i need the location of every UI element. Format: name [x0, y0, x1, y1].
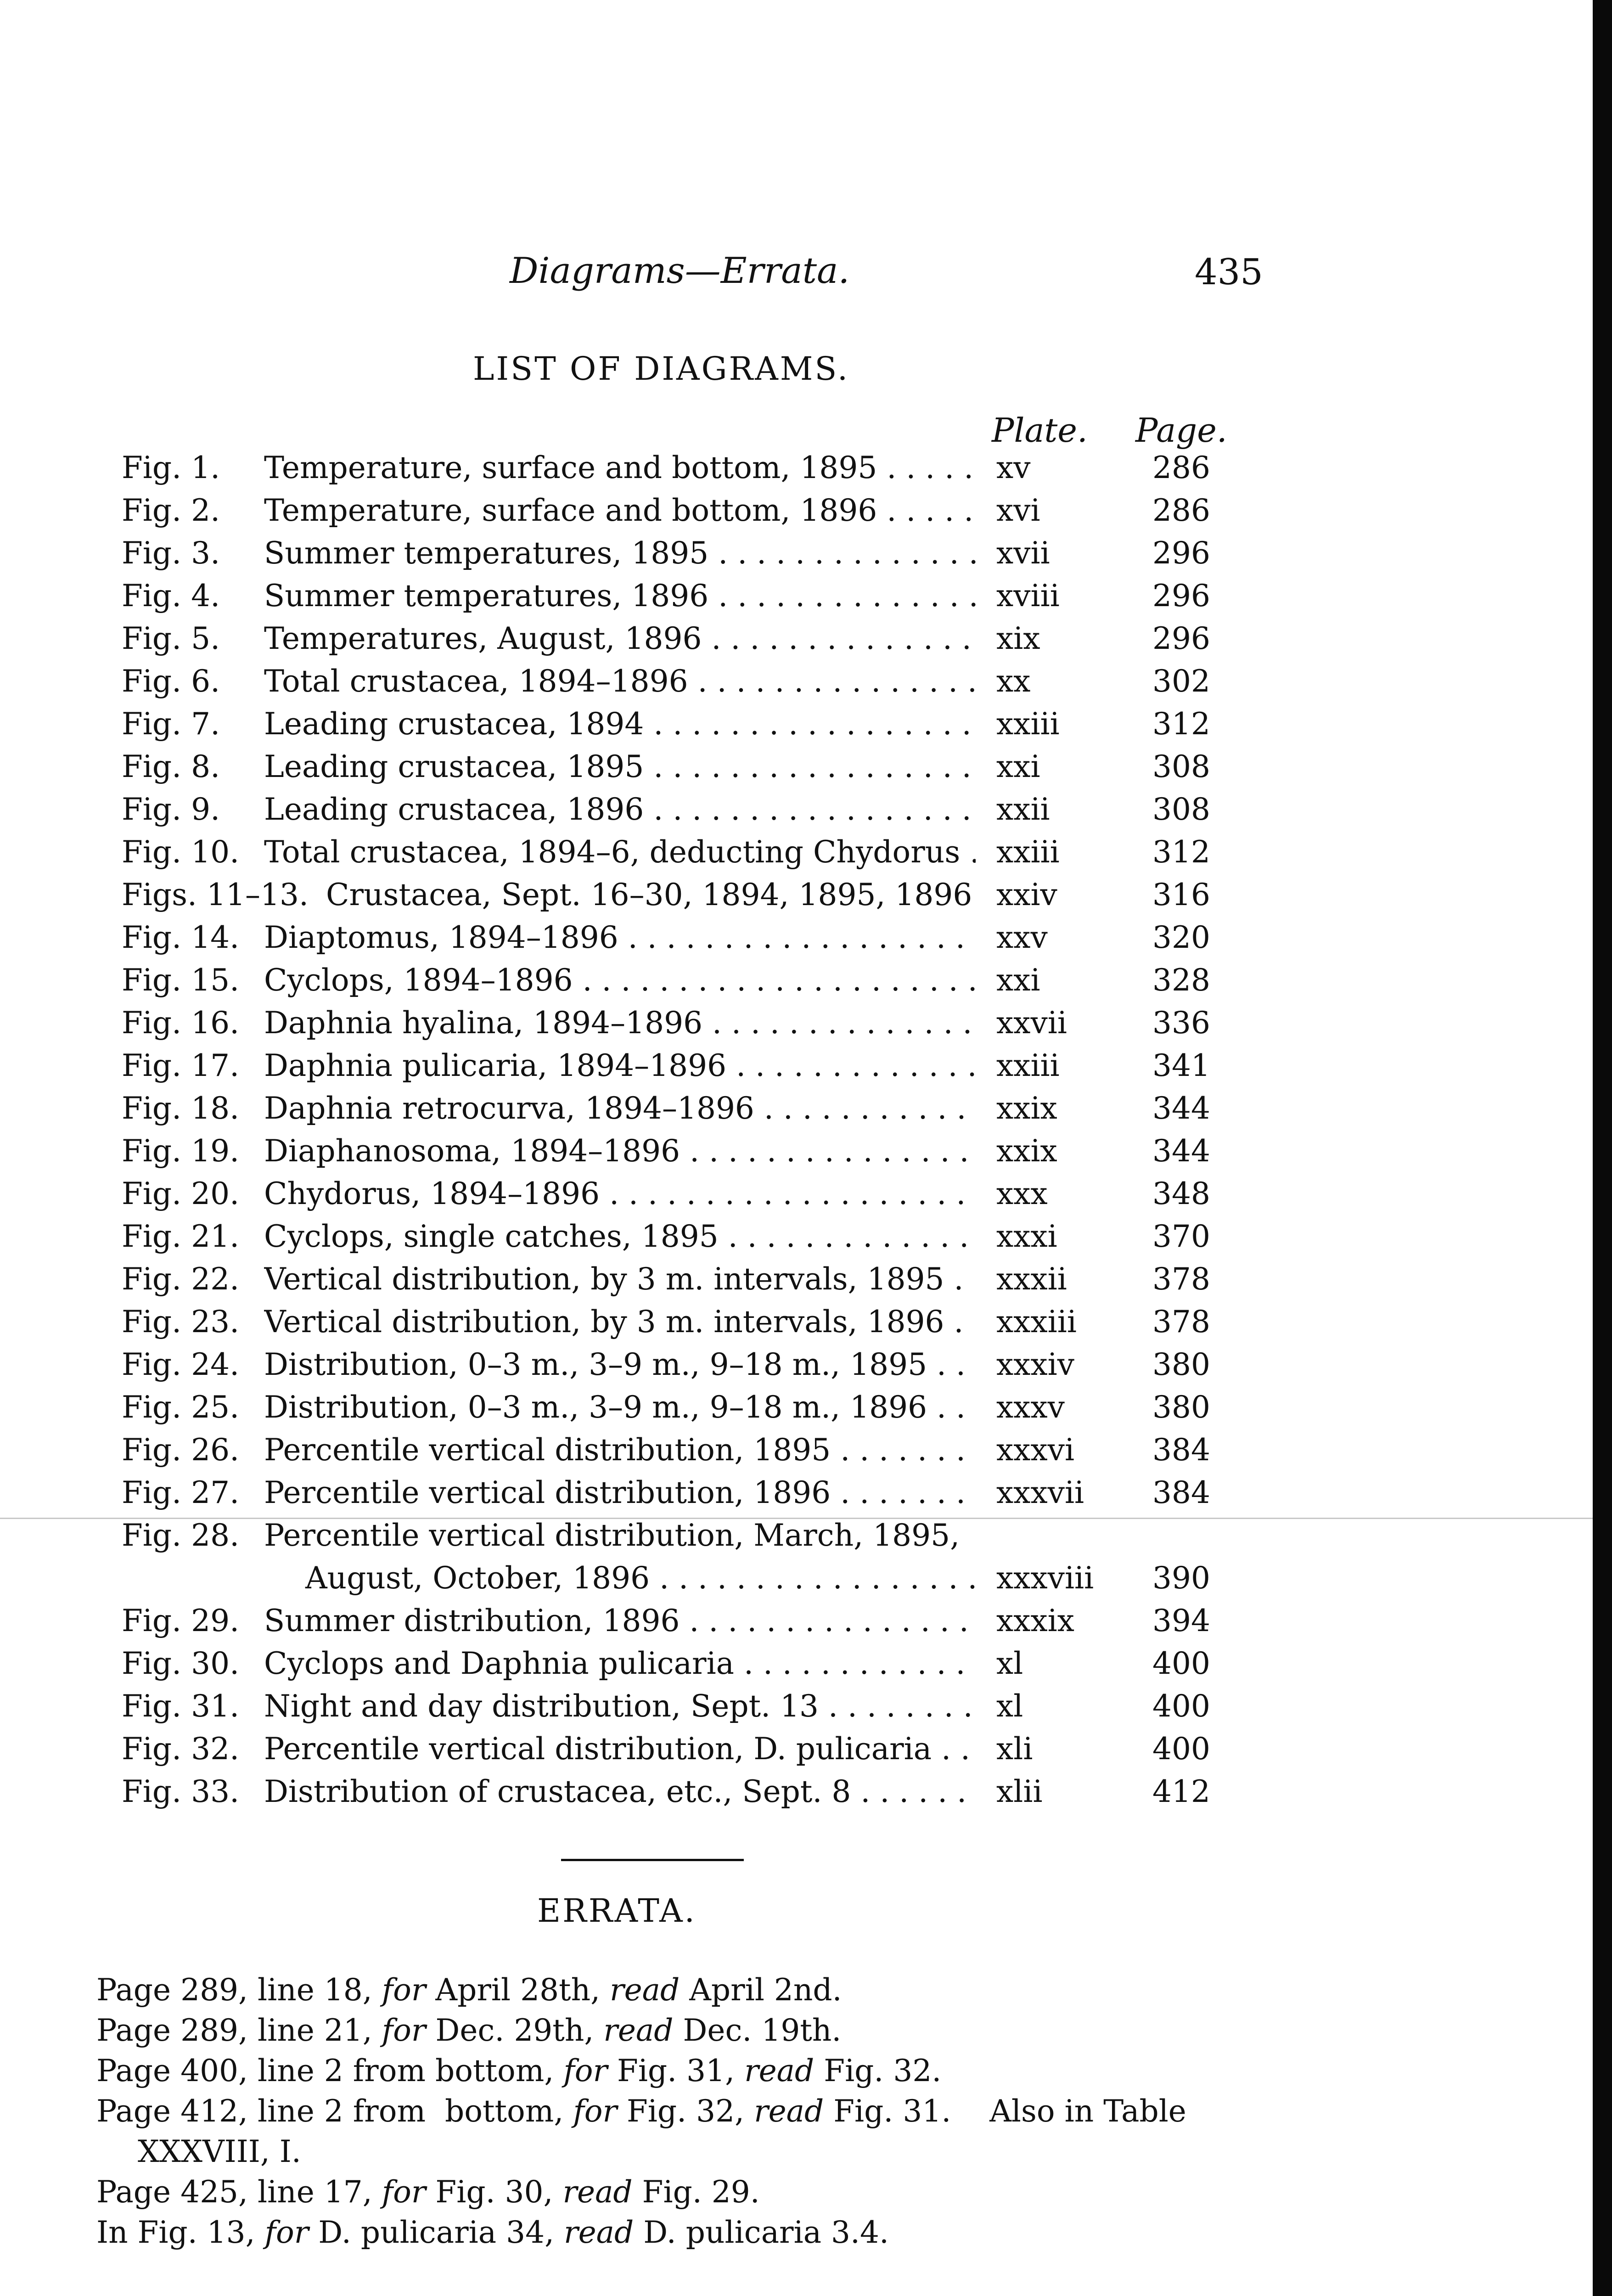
- figure-title-continuation-text: August, October, 1896: [305, 1560, 650, 1596]
- erratum-read: read: [744, 2053, 814, 2088]
- figure-title: [264, 1471, 976, 1514]
- list-of-diagrams-heading: LIST OF DIAGRAMS.: [473, 350, 850, 388]
- diagram-row: [0, 617, 1593, 660]
- diagram-row: [0, 1087, 1593, 1130]
- plate-number: xl: [996, 1646, 1023, 1681]
- diagram-row: [0, 1514, 1593, 1599]
- diagram-row: [0, 1258, 1593, 1300]
- figure-title-text: Percentile vertical distribution, March, 1895,: [264, 1518, 960, 1553]
- figure-title-text: Vertical distribution, by 3 m. intervals, 1896: [264, 1304, 944, 1339]
- page-reference: 308: [1152, 792, 1210, 827]
- figure-title: [264, 1087, 976, 1130]
- page-reference: 336: [1152, 1005, 1210, 1041]
- figure-title-text: Daphnia pulicaria, 1894–1896: [264, 1048, 727, 1083]
- erratum-pre: In Fig. 13,: [96, 2215, 265, 2250]
- figure-title-text: Temperature, surface and bottom, 1896: [264, 493, 877, 528]
- page-reference: 312: [1152, 706, 1210, 742]
- figure-title-text: Distribution, 0–3 m., 3–9 m., 9–18 m., 1895: [264, 1347, 927, 1382]
- figure-title: [264, 1770, 976, 1813]
- figure-title-text: Temperatures, August, 1896: [264, 621, 702, 656]
- erratum-right: Dec. 19th.: [673, 2013, 842, 2048]
- plate-number: xlii: [996, 1774, 1043, 1809]
- plate-number: xxiv: [996, 877, 1057, 912]
- erratum-right: Fig. 32.: [814, 2053, 942, 2088]
- page-reference: 394: [1152, 1603, 1210, 1638]
- diagram-row: [0, 745, 1593, 788]
- plate-number: xxx: [996, 1176, 1048, 1211]
- plate-number: xxiii: [996, 1048, 1060, 1083]
- page-reference: 390: [1152, 1560, 1210, 1596]
- plate-number: xxxviii: [996, 1560, 1094, 1596]
- page-reference: 384: [1152, 1432, 1210, 1468]
- plate-number: xvi: [996, 493, 1040, 528]
- plate-number: xxv: [996, 920, 1048, 955]
- figure-number: Fig. 2.: [122, 493, 220, 528]
- plate-number: xviii: [996, 578, 1060, 613]
- figure-title-text: Chydorus, 1894–1896: [264, 1176, 600, 1211]
- erratum-for: for: [573, 2093, 618, 2129]
- figure-title: [264, 831, 976, 873]
- diagram-list: [0, 446, 1593, 1813]
- figure-title: [264, 788, 976, 831]
- figure-title-text: Cyclops, single catches, 1895: [264, 1219, 719, 1254]
- erratum-entry: [96, 2091, 1244, 2172]
- diagram-row: [0, 574, 1593, 617]
- figure-title: [264, 1514, 976, 1599]
- figure-title-text: Vertical distribution, by 3 m. intervals, 1895: [264, 1261, 944, 1297]
- page-reference: 370: [1152, 1219, 1210, 1254]
- figure-title: [264, 703, 976, 745]
- plate-number: xxix: [996, 1133, 1057, 1169]
- figure-number: Fig. 29.: [122, 1603, 240, 1638]
- erratum-read: read: [754, 2093, 824, 2129]
- erratum-wrong: Fig. 32,: [617, 2093, 754, 2129]
- page-reference: 341: [1152, 1048, 1210, 1083]
- figure-title: [264, 1642, 976, 1685]
- figure-number: Fig. 4.: [122, 578, 220, 613]
- diagram-row: [0, 703, 1593, 745]
- page-reference: 348: [1152, 1176, 1210, 1211]
- figure-number: Fig. 16.: [122, 1005, 240, 1041]
- figure-title: [264, 1258, 976, 1300]
- erratum-entry: [96, 2212, 1244, 2253]
- diagram-row: [0, 873, 1593, 916]
- diagram-row: [0, 1130, 1593, 1172]
- erratum-read: read: [603, 2013, 674, 2048]
- page-column-header: Page.: [1135, 411, 1227, 450]
- figure-number: Fig. 27.: [122, 1475, 240, 1510]
- plate-number: xxxix: [996, 1603, 1074, 1638]
- erratum-right: D. pulicaria 3.4.: [634, 2215, 889, 2250]
- figure-title-text: Percentile vertical distribution, 1896: [264, 1475, 831, 1510]
- figure-title: [264, 532, 976, 574]
- erratum-wrong: April 28th,: [426, 1972, 610, 2008]
- figure-title-text: Distribution, 0–3 m., 3–9 m., 9–18 m., 1896: [264, 1390, 927, 1425]
- figure-title: [264, 1172, 976, 1215]
- figure-number: Fig. 20.: [122, 1176, 240, 1211]
- page-reference: 296: [1152, 535, 1210, 571]
- erratum-pre: Page 289, line 18,: [96, 1972, 382, 2008]
- page-reference: 328: [1152, 962, 1210, 998]
- page-reference: 400: [1152, 1731, 1210, 1767]
- page-reference: 400: [1152, 1646, 1210, 1681]
- diagram-row: [0, 660, 1593, 703]
- figure-number: Fig. 17.: [122, 1048, 240, 1083]
- plate-number: xxiii: [996, 706, 1060, 742]
- figure-number: Fig. 9.: [122, 792, 220, 827]
- figure-number: Fig. 22.: [122, 1261, 240, 1297]
- diagram-row: [0, 1300, 1593, 1343]
- figure-title: [264, 617, 976, 660]
- page-reference: 286: [1152, 450, 1210, 485]
- figure-title: [264, 660, 976, 703]
- figure-number: Fig. 23.: [122, 1304, 240, 1339]
- page-reference: 384: [1152, 1475, 1210, 1510]
- erratum-right: Fig. 31. Also in Table: [824, 2093, 1186, 2129]
- figure-title: [264, 1429, 976, 1471]
- figure-title-continuation: [264, 1557, 976, 1599]
- erratum-pre: Page 400, line 2 from bottom,: [96, 2053, 564, 2088]
- figure-title-text: Summer distribution, 1896: [264, 1603, 680, 1638]
- figure-title-text: Leading crustacea, 1895: [264, 749, 644, 784]
- plate-number: xxii: [996, 792, 1050, 827]
- plate-number: xxxiii: [996, 1304, 1077, 1339]
- figure-title-text: Daphnia retrocurva, 1894–1896: [264, 1091, 754, 1126]
- figure-number: Fig. 19.: [122, 1133, 240, 1169]
- plate-number: xxxv: [996, 1390, 1065, 1425]
- page-number: 435: [1195, 252, 1263, 293]
- figure-number: Fig. 24.: [122, 1347, 240, 1382]
- figure-title: [326, 873, 976, 916]
- page-reference: 316: [1152, 877, 1210, 912]
- plate-number: xix: [996, 621, 1040, 656]
- figure-title: [264, 1343, 976, 1386]
- plate-number: xxxvii: [996, 1475, 1084, 1510]
- figure-title-text: Diaptomus, 1894–1896: [264, 920, 618, 955]
- page-reference: 286: [1152, 493, 1210, 528]
- figure-title-text: Crustacea, Sept. 16–30, 1894, 1895, 1896: [326, 877, 972, 912]
- diagram-row: [0, 1343, 1593, 1386]
- figure-title: [264, 1599, 976, 1642]
- diagram-row: [0, 1471, 1593, 1514]
- diagram-row: [0, 1770, 1593, 1813]
- erratum-entry: [96, 2010, 1244, 2051]
- page-reference: 380: [1152, 1390, 1210, 1425]
- figure-number: Fig. 31.: [122, 1688, 240, 1724]
- figure-title-text: Diaphanosoma, 1894–1896: [264, 1133, 680, 1169]
- erratum-read: read: [562, 2174, 633, 2210]
- erratum-wrong: Fig. 30,: [426, 2174, 563, 2210]
- figure-number: Fig. 7.: [122, 706, 220, 742]
- figure-number: Fig. 33.: [122, 1774, 240, 1809]
- figure-number: Fig. 28.: [122, 1518, 240, 1553]
- figure-title: [264, 1728, 976, 1770]
- diagram-row: [0, 1002, 1593, 1044]
- erratum-pre: Page 425, line 17,: [96, 2174, 382, 2210]
- figure-title: [264, 489, 976, 532]
- diagram-row: [0, 446, 1593, 489]
- erratum-entry: [96, 1970, 1244, 2010]
- figure-number: Fig. 21.: [122, 1219, 240, 1254]
- figure-number: Fig. 3.: [122, 535, 220, 571]
- figure-title-text: Distribution of crustacea, etc., Sept. 8: [264, 1774, 851, 1809]
- diagram-row: [0, 831, 1593, 873]
- erratum-read: read: [564, 2215, 634, 2250]
- figure-title: [264, 1685, 976, 1728]
- figure-number: Fig. 8.: [122, 749, 220, 784]
- diagram-row: [0, 489, 1593, 532]
- figure-title-text: Temperature, surface and bottom, 1895: [264, 450, 877, 485]
- page-reference: 302: [1152, 664, 1210, 699]
- figure-title: [264, 1002, 976, 1044]
- figure-number: Fig. 15.: [122, 962, 240, 998]
- section-divider: [561, 1859, 744, 1861]
- diagram-row: [0, 1386, 1593, 1429]
- erratum-pre: Page 289, line 21,: [96, 2013, 382, 2048]
- diagram-row: [0, 916, 1593, 959]
- erratum-right: Fig. 29.: [632, 2174, 760, 2210]
- figure-number: Fig. 25.: [122, 1390, 240, 1425]
- running-head: Diagrams—Errata.: [510, 250, 850, 292]
- plate-number: xxvii: [996, 1005, 1067, 1041]
- figure-title-text: Daphnia hyalina, 1894–1896: [264, 1005, 703, 1041]
- scan-edge: [1593, 0, 1612, 2296]
- erratum-right: April 2nd.: [680, 1972, 842, 2008]
- figure-title: [264, 446, 976, 489]
- page-reference: 344: [1152, 1091, 1210, 1126]
- plate-number: xli: [996, 1731, 1033, 1767]
- figure-number: Fig. 10.: [122, 834, 240, 870]
- diagram-row: [0, 532, 1593, 574]
- page-reference: 412: [1152, 1774, 1210, 1809]
- diagram-row: [0, 1429, 1593, 1471]
- plate-number: xl: [996, 1688, 1023, 1724]
- figure-title-text: Cyclops and Daphnia pulicaria: [264, 1646, 735, 1681]
- page-reference: 378: [1152, 1261, 1210, 1297]
- plate-column-header: Plate.: [992, 411, 1088, 450]
- diagram-row: [0, 788, 1593, 831]
- erratum-for: for: [382, 2174, 426, 2210]
- plate-number: xxix: [996, 1091, 1057, 1126]
- diagram-row: [0, 1599, 1593, 1642]
- erratum-wrong: Dec. 29th,: [426, 2013, 604, 2048]
- figure-number: Fig. 1.: [122, 450, 220, 485]
- figure-title: [264, 916, 976, 959]
- figure-title: [264, 745, 976, 788]
- page-reference: 296: [1152, 578, 1210, 613]
- figure-title: [264, 1386, 976, 1429]
- erratum-pre: Page 412, line 2 from bottom,: [96, 2093, 573, 2129]
- figure-number: Fig. 32.: [122, 1731, 240, 1767]
- figure-title: [264, 959, 976, 1002]
- figure-title: [264, 1215, 976, 1258]
- diagram-row: [0, 1728, 1593, 1770]
- page-reference: 380: [1152, 1347, 1210, 1382]
- plate-number: xxxii: [996, 1261, 1067, 1297]
- page-reference: 378: [1152, 1304, 1210, 1339]
- plate-number: xv: [996, 450, 1031, 485]
- plate-number: xvii: [996, 535, 1050, 571]
- figure-title: [264, 574, 976, 617]
- page-reference: 296: [1152, 621, 1210, 656]
- erratum-for: for: [382, 1972, 426, 2008]
- diagram-row: [0, 1215, 1593, 1258]
- plate-number: xxi: [996, 962, 1040, 998]
- figure-number: Fig. 30.: [122, 1646, 240, 1681]
- page-reference: 308: [1152, 749, 1210, 784]
- figure-title-text: Leading crustacea, 1894: [264, 706, 644, 742]
- figure-title-text: Percentile vertical distribution, D. pulicaria: [264, 1731, 932, 1767]
- figure-number: Fig. 6.: [122, 664, 220, 699]
- figure-title-text: Night and day distribution, Sept. 13: [264, 1688, 819, 1724]
- plate-number: xxxi: [996, 1219, 1057, 1254]
- figure-title-text: Summer temperatures, 1896: [264, 578, 709, 613]
- errata-heading: ERRATA.: [537, 1892, 696, 1930]
- plate-number: xxi: [996, 749, 1040, 784]
- erratum-for: for: [563, 2053, 608, 2088]
- figure-number: Figs. 11–13.: [122, 877, 309, 912]
- plate-number: xxxiv: [996, 1347, 1075, 1382]
- figure-title: [264, 1044, 976, 1087]
- figure-number: Fig. 5.: [122, 621, 220, 656]
- page-reference: 400: [1152, 1688, 1210, 1724]
- erratum-entry: [96, 2051, 1244, 2091]
- errata-list: [96, 1970, 1244, 2253]
- figure-title-text: Cyclops, 1894–1896: [264, 962, 573, 998]
- diagram-row: [0, 1172, 1593, 1215]
- figure-title-text: Total crustacea, 1894–6, deducting Chydorus: [264, 834, 960, 870]
- figure-number: Fig. 26.: [122, 1432, 240, 1468]
- erratum-wrong: D. pulicaria 34,: [309, 2215, 564, 2250]
- page-reference: 320: [1152, 920, 1210, 955]
- diagram-row: [0, 1642, 1593, 1685]
- diagram-row: [0, 959, 1593, 1002]
- erratum-for: for: [264, 2215, 309, 2250]
- plate-number: xx: [996, 664, 1031, 699]
- erratum-entry: [96, 2172, 1244, 2212]
- figure-title: [264, 1300, 976, 1343]
- figure-title-text: Leading crustacea, 1896: [264, 792, 644, 827]
- figure-number: Fig. 18.: [122, 1091, 240, 1126]
- erratum-read: read: [610, 1972, 680, 2008]
- page-reference: 312: [1152, 834, 1210, 870]
- plate-number: xxiii: [996, 834, 1060, 870]
- plate-number: xxxvi: [996, 1432, 1075, 1468]
- diagram-row: [0, 1044, 1593, 1087]
- figure-title-text: Summer temperatures, 1895: [264, 535, 709, 571]
- diagram-row: [0, 1685, 1593, 1728]
- figure-title: [264, 1130, 976, 1172]
- figure-number: Fig. 14.: [122, 920, 240, 955]
- figure-title-text: Percentile vertical distribution, 1895: [264, 1432, 831, 1468]
- page-reference: 344: [1152, 1133, 1210, 1169]
- erratum-for: for: [382, 2013, 426, 2048]
- erratum-wrong: Fig. 31,: [607, 2053, 745, 2088]
- figure-title-text: Total crustacea, 1894–1896: [264, 664, 688, 699]
- erratum-continuation: XXXVIII, I.: [138, 2134, 301, 2169]
